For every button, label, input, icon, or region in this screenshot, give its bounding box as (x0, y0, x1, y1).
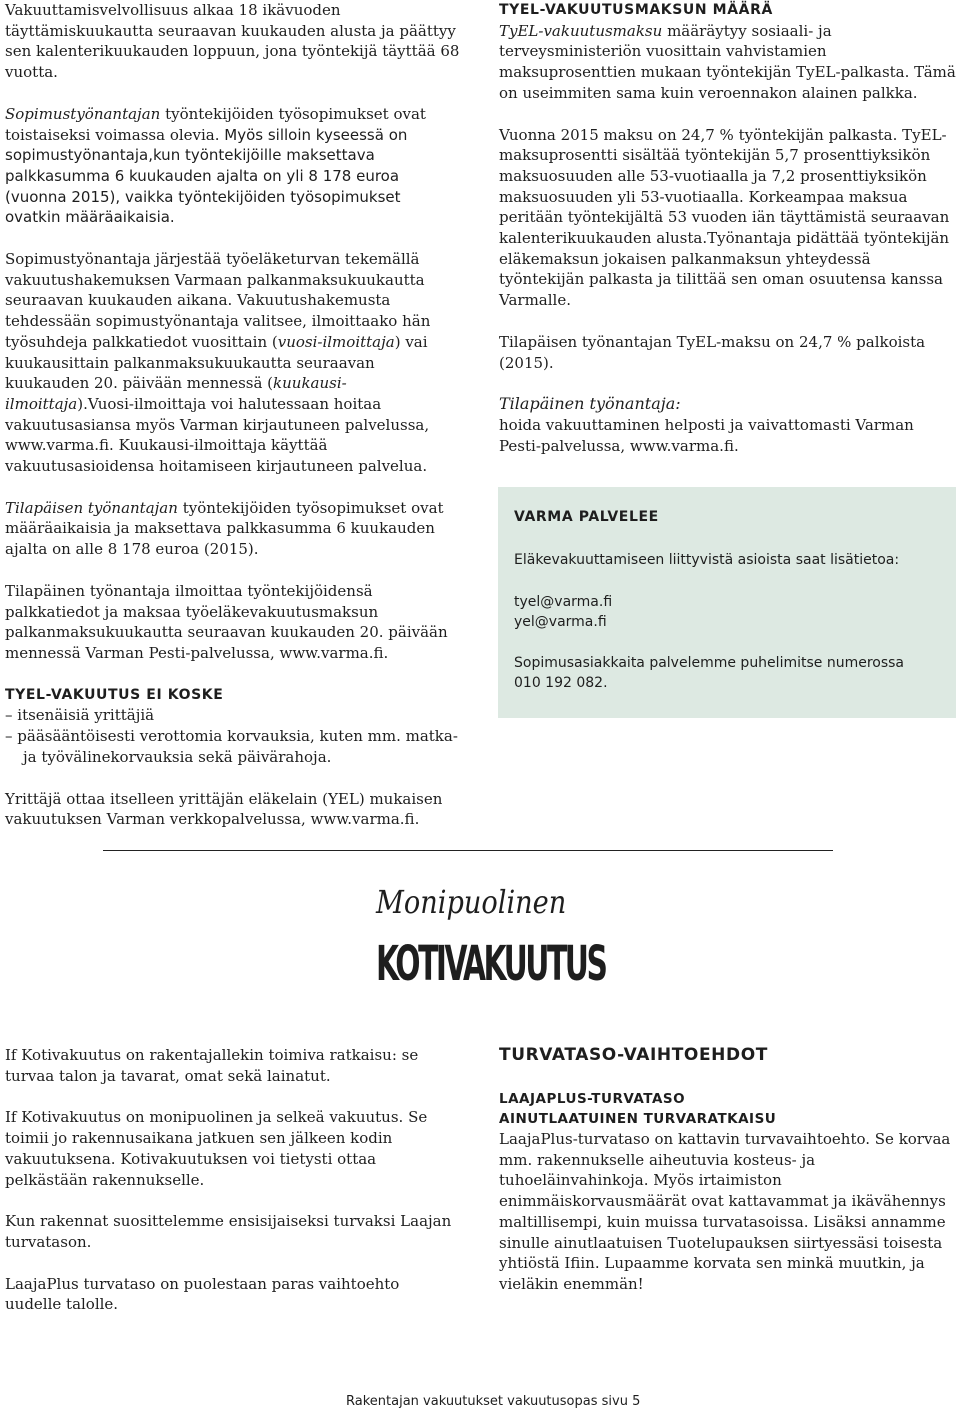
kotivakuutus-intro: If Kotivakuutus on rakentajallekin toimiva ratkaisu: se turvaa talon ja tavarat, omat sekä lainatut. (5, 1046, 419, 1085)
varma-palvelee-heading: VARMA PALVELEE (514, 509, 659, 525)
section-divider (103, 850, 833, 851)
right-column (499, 0, 956, 456)
laajaplus-paragraph: LaajaPlus turvataso on puolestaan paras vaihtoehto uudelle talolle. (5, 1274, 400, 1314)
recommendation-paragraph: Kun rakennat suosittelemme ensisijaiseksi turvaksi Laajan turvatason. (5, 1212, 452, 1251)
temporary-employer-reporting-paragraph: Tilapäinen työnantaja ilmoittaa työntekijöidensä palkkatiedot ja maksaa työeläkevakuutusmaksun palkanmaksukuukautta seuraavan kuukauden 20. päivään mennessä Varman Pesti-palvelussa, www.varma.fi. (5, 581, 448, 662)
exclusions-list (5, 705, 460, 767)
phone-number: 010 192 082. (514, 674, 608, 691)
kotivakuutus-description: If Kotivakuutus on monipuolinen ja selkeä vakuutus. Se toimii jo rakennusaikana jatkuen sen jälkeen kodin vakuutuksena. Kotivakuutuksen voi tietysti ottaa pelkästään rakennukselle. (5, 1108, 428, 1189)
varma-info-box (498, 487, 956, 718)
fee-2015-paragraph: Vuonna 2015 maksu on 24,7 % työntekijän palkasta. TyEL-maksuprosentti sisältää työntekijän 5,7 prosenttiyksikön maksuosuuden alle 53-vuotiaalla ja 7,2 prosenttiyksikön maksuosuuden yli 53-vuotiaalla. Korkeampaa maksua peritään työntekijältä 53 vuoden iän täyttämistä seuraavan kalenterikuukauden alusta.Työnantaja pidättää työntekijän eläkemaksun jokaisen palkanmaksun yhteydessä työntekijän palkasta ja tilittää sen oman osuutensa kanssa Varmalle. (499, 125, 950, 310)
laajaplus-subheading: LAAJAPLUS-TURVATASO (499, 1091, 686, 1107)
temporary-fee-paragraph: Tilapäisen työnantajan TyEL-maksu on 24,7 % palkoista (2015). (499, 332, 926, 372)
unique-coverage-subheading: AINUTLAATUINEN TURVARATKAISU (499, 1111, 777, 1127)
tyel-fee-heading: TYEL-VAKUUTUSMAKSUN MÄÄRÄ (499, 2, 773, 18)
coverage-options-heading: TURVATASO-VAIHTOEHDOT (499, 1045, 768, 1065)
list-item: – pääsääntöisesti verottomia korvauksia, kuten mm. matka- ja työvälinekorvauksia sekä päivärahoja. (5, 726, 460, 767)
temporary-employer-note: Tilapäinen työnantaja: hoida vakuuttaminen helposti ja vaivattomasti Varman Pesti-palvelussa, www.varma.fi. (499, 394, 914, 455)
email-link[interactable]: yel@varma.fi (514, 613, 607, 630)
entrepreneur-paragraph: Yrittäjä ottaa itselleen yrittäjän eläkelain (YEL) mukaisen vakuutuksen Varman verkkopalvelussa, www.varma.fi. (5, 789, 443, 829)
email-link[interactable]: tyel@varma.fi (514, 593, 613, 610)
page-footer: Rakentajan vakuutukset vakuutusopas sivu 5 (346, 1394, 641, 1409)
temporary-employer-paragraph: Tilapäisen työnantajan työntekijöiden työsopimukset ovat määräaikaisia ja maksettava palkkasumma 6 kuukauden ajalta on alle 8 178 euroa (2015). (5, 498, 444, 559)
contract-employer-paragraph: Sopimustyönantajan työntekijöiden työsopimukset ovat toistaiseksi voimassa olevia. Myös silloin kyseessä on sopimustyönantaja,kun työntekijöille maksettava palkkasumma 6 kuukauden ajalta on yli 8 178 euroa (vuonna 2015), vaikka työntekijöiden työsopimukset ovatkin määräaikaisia. (5, 104, 426, 227)
left-column (5, 0, 460, 830)
laajaplus-description: LaajaPlus-turvataso on kattavin turvavaihtoehto. Se korvaa mm. rakennukselle aiheutuvia kosteus- ja tuhoeläinvahinkoja. Myös irtaimiston enimmäiskorvausmäärät ovat kattavammat ja ikävähennys maltillisempi, kuin muissa turvatasoissa. Lisäksi annamme sinulle ainutlaatuisen Tuotelupauksen siirtyessäsi toisesta yhtiöstä Ifiin. Lupaamme korvata sen minkä muutkin, ja vieläkin enemmän! (499, 1130, 951, 1293)
lower-left-column (5, 1045, 460, 1315)
fee-definition-paragraph: TyEL-vakuutusmaksu määräytyy sosiaali- ja terveysministeriön vuosittain vahvistamien maksuprosenttien mukaan työntekijän TyEL-palkasta. Tämä on useimmiten sama kuin veroennakon alainen palkka. (499, 21, 956, 102)
application-paragraph: Sopimustyönantaja järjestää työeläketurvan tekemällä vakuutushakemuksen Varmaan palkanmaksukuukautta seuraavan kuukauden aikana. Vakuutushakemusta tehdessään sopimustyönantaja valitsee, ilmoittaako hän työsuhdeja palkkatiedot vuosittain (vuosi-ilmoittaja) vai kuukausittain palkanmaksukuukautta seuraavan kuukauden 20. päivään mennessä (kuukausi-ilmoittaja).Vuosi-ilmoittaja voi halutessaan hoitaa vakuutusasiansa myös Varman kirjautuneen palvelussa, www.varma.fi. Kuukausi-ilmoittaja käyttää vakuutusasioidensa hoitamiseen kirjautuneen palvelua. (5, 250, 431, 476)
lower-right-column (499, 1043, 956, 1295)
list-item: – itsenäisiä yrittäjiä (5, 705, 460, 726)
phone-service-text: Sopimusasiakkaita palvelemme puhelimitse numerossa (514, 654, 905, 671)
tyel-exclusions-heading: TYEL-VAKUUTUS EI KOSKE (5, 686, 224, 703)
eligibility-paragraph: Vakuuttamisvelvollisuus alkaa 18 ikävuoden täyttämiskuukautta seuraavan kuukauden alusta ja päättyy sen kalenterikuukauden loppuun, jona työntekijä täyttää 68 vuotta. (5, 1, 460, 82)
section-main-title: KOTIVAKUUTUS (376, 936, 606, 992)
section-script-title: Monipuolinen (376, 883, 567, 921)
info-text: Eläkevakuuttamiseen liittyvistä asioista saat lisätietoa: (514, 551, 900, 568)
